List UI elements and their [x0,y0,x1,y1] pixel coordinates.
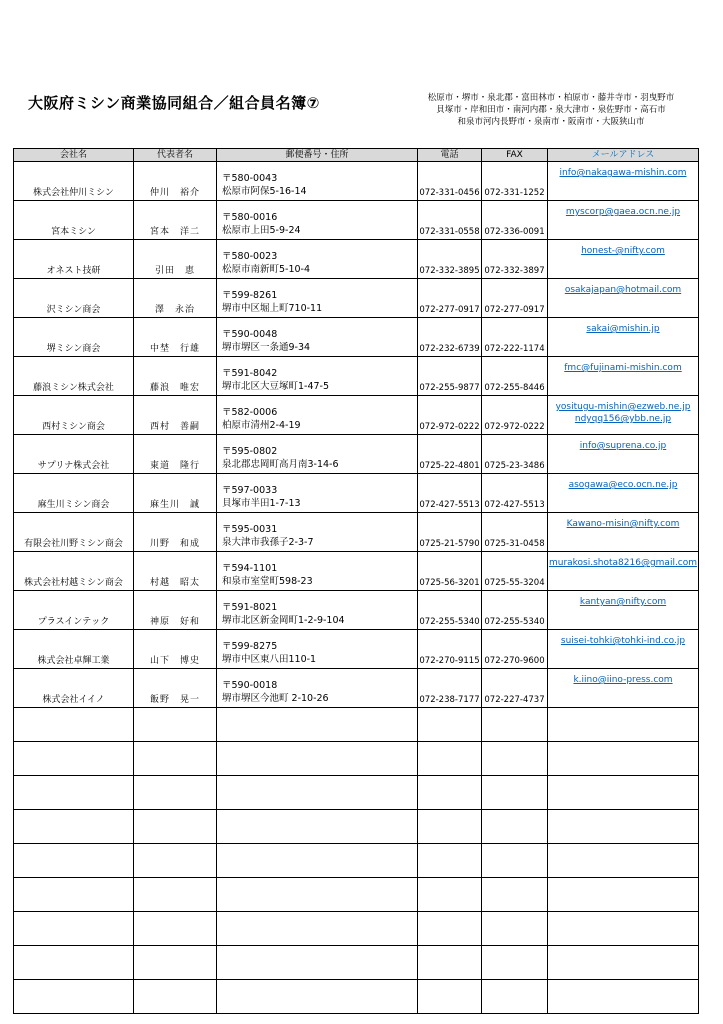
representative-name: 村越 昭太 [134,552,217,591]
empty-cell [217,980,418,1014]
empty-cell [134,912,217,946]
company-name: 株式会社イイノ [14,669,134,708]
empty-cell [418,844,482,878]
email-cell [548,630,699,669]
empty-cell [482,742,548,776]
representative-name: 宮本 洋二 [134,201,217,240]
company-name: 有限会社川野ミシン商会 [14,513,134,552]
table-row [14,630,699,669]
empty-cell [217,776,418,810]
empty-cell [418,708,482,742]
company-name: 堺ミシン商会 [14,318,134,357]
table-row [14,474,699,513]
representative-name: 飯野 晃一 [134,669,217,708]
col-header-fax: FAX [482,149,548,162]
representative-name: 東道 隆行 [134,435,217,474]
street-address: 松原市上田5-9-24 [222,225,301,236]
email-link[interactable]: ndyqq156@ybb.ne.jp [574,414,672,424]
empty-row [14,980,699,1014]
phone-number: 072-238-7177 [418,669,482,708]
postal-code: 〒580-0023 [222,251,278,262]
empty-cell [548,810,699,844]
street-address: 堺市北区大豆塚町1-47-5 [222,381,330,392]
email-cell [548,435,699,474]
empty-cell [548,912,699,946]
phone-number: 072-255-9877 [418,357,482,396]
street-address: 松原市南新町5-10-4 [222,264,311,275]
empty-cell [418,946,482,980]
email-link[interactable]: osakajapan@hotmail.com [564,285,682,295]
empty-cell [548,878,699,912]
company-name: 沢ミシン商会 [14,279,134,318]
empty-cell [548,980,699,1014]
representative-name: 中埜 行雄 [134,318,217,357]
email-cell [548,513,699,552]
phone-number: 0725-21-5790 [418,513,482,552]
empty-cell [217,912,418,946]
email-cell [548,669,699,708]
phone-number: 072-427-5513 [418,474,482,513]
representative-name: 麻生川 誠 [134,474,217,513]
email-cell [548,162,699,201]
empty-cell [418,912,482,946]
empty-cell [418,776,482,810]
email-link[interactable]: info@suprena.co.jp [579,441,667,451]
address-cell [217,669,418,708]
postal-code: 〒580-0016 [222,212,278,223]
email-cell [548,240,699,279]
address-cell [217,630,418,669]
empty-cell [217,946,418,980]
empty-cell [134,776,217,810]
table-row [14,552,699,591]
empty-cell [482,946,548,980]
fax-number: 072-972-0222 [482,396,548,435]
phone-number: 072-331-0456 [418,162,482,201]
empty-cell [548,742,699,776]
postal-code: 〒597-0033 [222,485,278,496]
table-body [14,162,699,1014]
email-cell [548,591,699,630]
email-cell [548,552,699,591]
empty-cell [14,776,134,810]
table-row [14,201,699,240]
empty-cell [217,810,418,844]
email-link[interactable]: k.iino@iino-press.com [573,675,673,685]
empty-cell [14,844,134,878]
address-cell [217,318,418,357]
street-address: 堺市堺区一条通9-34 [222,342,311,353]
postal-code: 〒594-1101 [222,563,278,574]
col-header-tel: 電話 [418,149,482,162]
email-cell [548,279,699,318]
empty-cell [418,810,482,844]
empty-cell [134,946,217,980]
empty-cell [482,810,548,844]
table-row [14,279,699,318]
table-row [14,513,699,552]
company-name: 西村ミシン商会 [14,396,134,435]
empty-row [14,708,699,742]
email-link[interactable]: info@nakagawa-mishin.com [559,168,687,178]
empty-cell [217,878,418,912]
company-name: プラスインテック [14,591,134,630]
postal-code: 〒580-0043 [222,173,278,184]
address-cell [217,591,418,630]
street-address: 泉北郡忠岡町高月南3-14-6 [222,459,339,470]
page-title: 大阪府ミシン商業協同組合／組合員名簿⑦ [28,94,320,112]
email-link[interactable]: suisei-tohki@tohki-ind.co.jp [560,636,686,646]
fax-number: 072-277-0917 [482,279,548,318]
empty-cell [482,912,548,946]
company-name: サプリナ株式会社 [14,435,134,474]
table-row [14,591,699,630]
fax-number: 072-270-9600 [482,630,548,669]
phone-number: 072-232-6739 [418,318,482,357]
company-name: 宮本ミシン [14,201,134,240]
postal-code: 〒595-0802 [222,446,278,457]
fax-number: 072-255-5340 [482,591,548,630]
email-cell [548,318,699,357]
representative-name: 引田 恵 [134,240,217,279]
email-link[interactable]: murakosi.shota8216@gmail.com [548,558,698,568]
empty-cell [134,708,217,742]
fax-number: 072-427-5513 [482,474,548,513]
postal-code: 〒590-0018 [222,680,278,691]
area-line: 松原市・堺市・泉北郡・富田林市・柏原市・藤井寺市・羽曳野市 [427,93,675,103]
phone-number: 072-270-9115 [418,630,482,669]
col-header-address: 郵便番号・住所 [217,149,418,162]
empty-cell [134,878,217,912]
postal-code: 〒591-8042 [222,368,278,379]
phone-number: 072-332-3895 [418,240,482,279]
address-cell [217,240,418,279]
empty-cell [482,776,548,810]
company-name: 株式会社仲川ミシン [14,162,134,201]
empty-cell [14,912,134,946]
email-link[interactable]: fmc@fujinami-mishin.com [564,363,682,373]
representative-name: 山下 博史 [134,630,217,669]
phone-number: 072-331-0558 [418,201,482,240]
table-row [14,357,699,396]
email-link[interactable]: Kawano-misin@nifty.com [566,519,680,529]
address-cell [217,396,418,435]
representative-name: 藤浪 唯宏 [134,357,217,396]
postal-code: 〒591-8021 [222,602,278,613]
email-link[interactable]: asogawa@eco.ocn.ne.jp [568,480,678,490]
address-cell [217,435,418,474]
table-row [14,318,699,357]
area-line: 貝塚市・岸和田市・南河内郡・泉大津市・泉佐野市・高石市 [436,105,666,115]
empty-row [14,776,699,810]
address-cell [217,474,418,513]
empty-cell [482,980,548,1014]
street-address: 堺市北区新金岡町1-2-9-104 [222,615,345,626]
street-address: 和泉市室堂町598-23 [222,576,313,587]
table-row [14,162,699,201]
empty-row [14,844,699,878]
phone-number: 0725-22-4801 [418,435,482,474]
empty-row [14,810,699,844]
table-row [14,396,699,435]
table-row [14,240,699,279]
street-address: 貝塚市半田1-7-13 [222,498,301,509]
email-cell [548,201,699,240]
member-table [13,148,699,1014]
postal-code: 〒595-0031 [222,524,278,535]
representative-name: 澤 永治 [134,279,217,318]
email-link[interactable]: kantyan@nifty.com [579,597,667,607]
postal-code: 〒582-0006 [222,407,278,418]
empty-row [14,878,699,912]
street-address: 泉大津市我孫子2-3-7 [222,537,314,548]
empty-cell [14,708,134,742]
empty-cell [14,946,134,980]
email-cell [548,396,699,435]
address-cell [217,162,418,201]
empty-cell [482,708,548,742]
empty-cell [217,708,418,742]
representative-name: 西村 善嗣 [134,396,217,435]
representative-name: 神原 好和 [134,591,217,630]
email-cell [548,357,699,396]
fax-number: 0725-55-3204 [482,552,548,591]
empty-cell [14,878,134,912]
company-name: オネスト技研 [14,240,134,279]
fax-number: 0725-31-0458 [482,513,548,552]
empty-cell [482,844,548,878]
fax-number: 072-336-0091 [482,201,548,240]
company-name: 藤浪ミシン株式会社 [14,357,134,396]
street-address: 松原市阿保5-16-14 [222,186,307,197]
address-cell [217,201,418,240]
empty-row [14,742,699,776]
representative-name: 川野 和成 [134,513,217,552]
col-header-company: 会社名 [14,149,134,162]
empty-cell [134,742,217,776]
empty-cell [418,878,482,912]
email-link[interactable]: honest-@nifty.com [581,246,665,256]
empty-cell [482,878,548,912]
street-address: 堺市堺区今池町 2-10-26 [222,693,329,704]
address-cell [217,357,418,396]
area-list [401,92,701,128]
postal-code: 〒599-8261 [222,290,278,301]
empty-cell [217,844,418,878]
phone-number: 072-277-0917 [418,279,482,318]
phone-number: 072-972-0222 [418,396,482,435]
fax-number: 072-227-4737 [482,669,548,708]
phone-number: 072-255-5340 [418,591,482,630]
empty-cell [217,742,418,776]
fax-number: 072-332-3897 [482,240,548,279]
table-row [14,435,699,474]
fax-number: 072-222-1174 [482,318,548,357]
company-name: 株式会社卓輝工業 [14,630,134,669]
postal-code: 〒590-0048 [222,329,278,340]
empty-cell [418,742,482,776]
empty-cell [548,708,699,742]
address-cell [217,279,418,318]
fax-number: 0725-23-3486 [482,435,548,474]
email-cell [548,474,699,513]
company-name: 麻生川ミシン商会 [14,474,134,513]
company-name: 株式会社村越ミシン商会 [14,552,134,591]
email-link[interactable]: yositugu-mishin@ezweb.ne.jp [555,402,691,412]
representative-name: 仲川 裕介 [134,162,217,201]
street-address: 堺市中区堀上町710-11 [222,303,323,314]
fax-number: 072-331-1252 [482,162,548,201]
address-cell [217,513,418,552]
empty-cell [134,844,217,878]
empty-cell [14,810,134,844]
street-address: 堺市中区東八田110-1 [222,654,317,665]
empty-cell [548,776,699,810]
empty-cell [14,742,134,776]
empty-cell [14,980,134,1014]
email-link[interactable]: myscorp@gaea.ocn.ne.jp [565,207,681,217]
area-line: 和泉市河内長野市・泉南市・阪南市・大阪狭山市 [457,117,645,127]
table-row [14,669,699,708]
empty-row [14,946,699,980]
phone-number: 0725-56-3201 [418,552,482,591]
postal-code: 〒599-8275 [222,641,278,652]
empty-cell [418,980,482,1014]
street-address: 柏原市清州2-4-19 [222,420,301,431]
col-header-rep: 代表者名 [134,149,217,162]
empty-cell [548,946,699,980]
empty-row [14,912,699,946]
col-header-mail: メールアドレス [548,149,699,162]
empty-cell [134,810,217,844]
empty-cell [134,980,217,1014]
table-header-row [14,149,699,162]
empty-cell [548,844,699,878]
email-link[interactable]: sakai@mishin.jp [586,324,660,334]
fax-number: 072-255-8446 [482,357,548,396]
address-cell [217,552,418,591]
